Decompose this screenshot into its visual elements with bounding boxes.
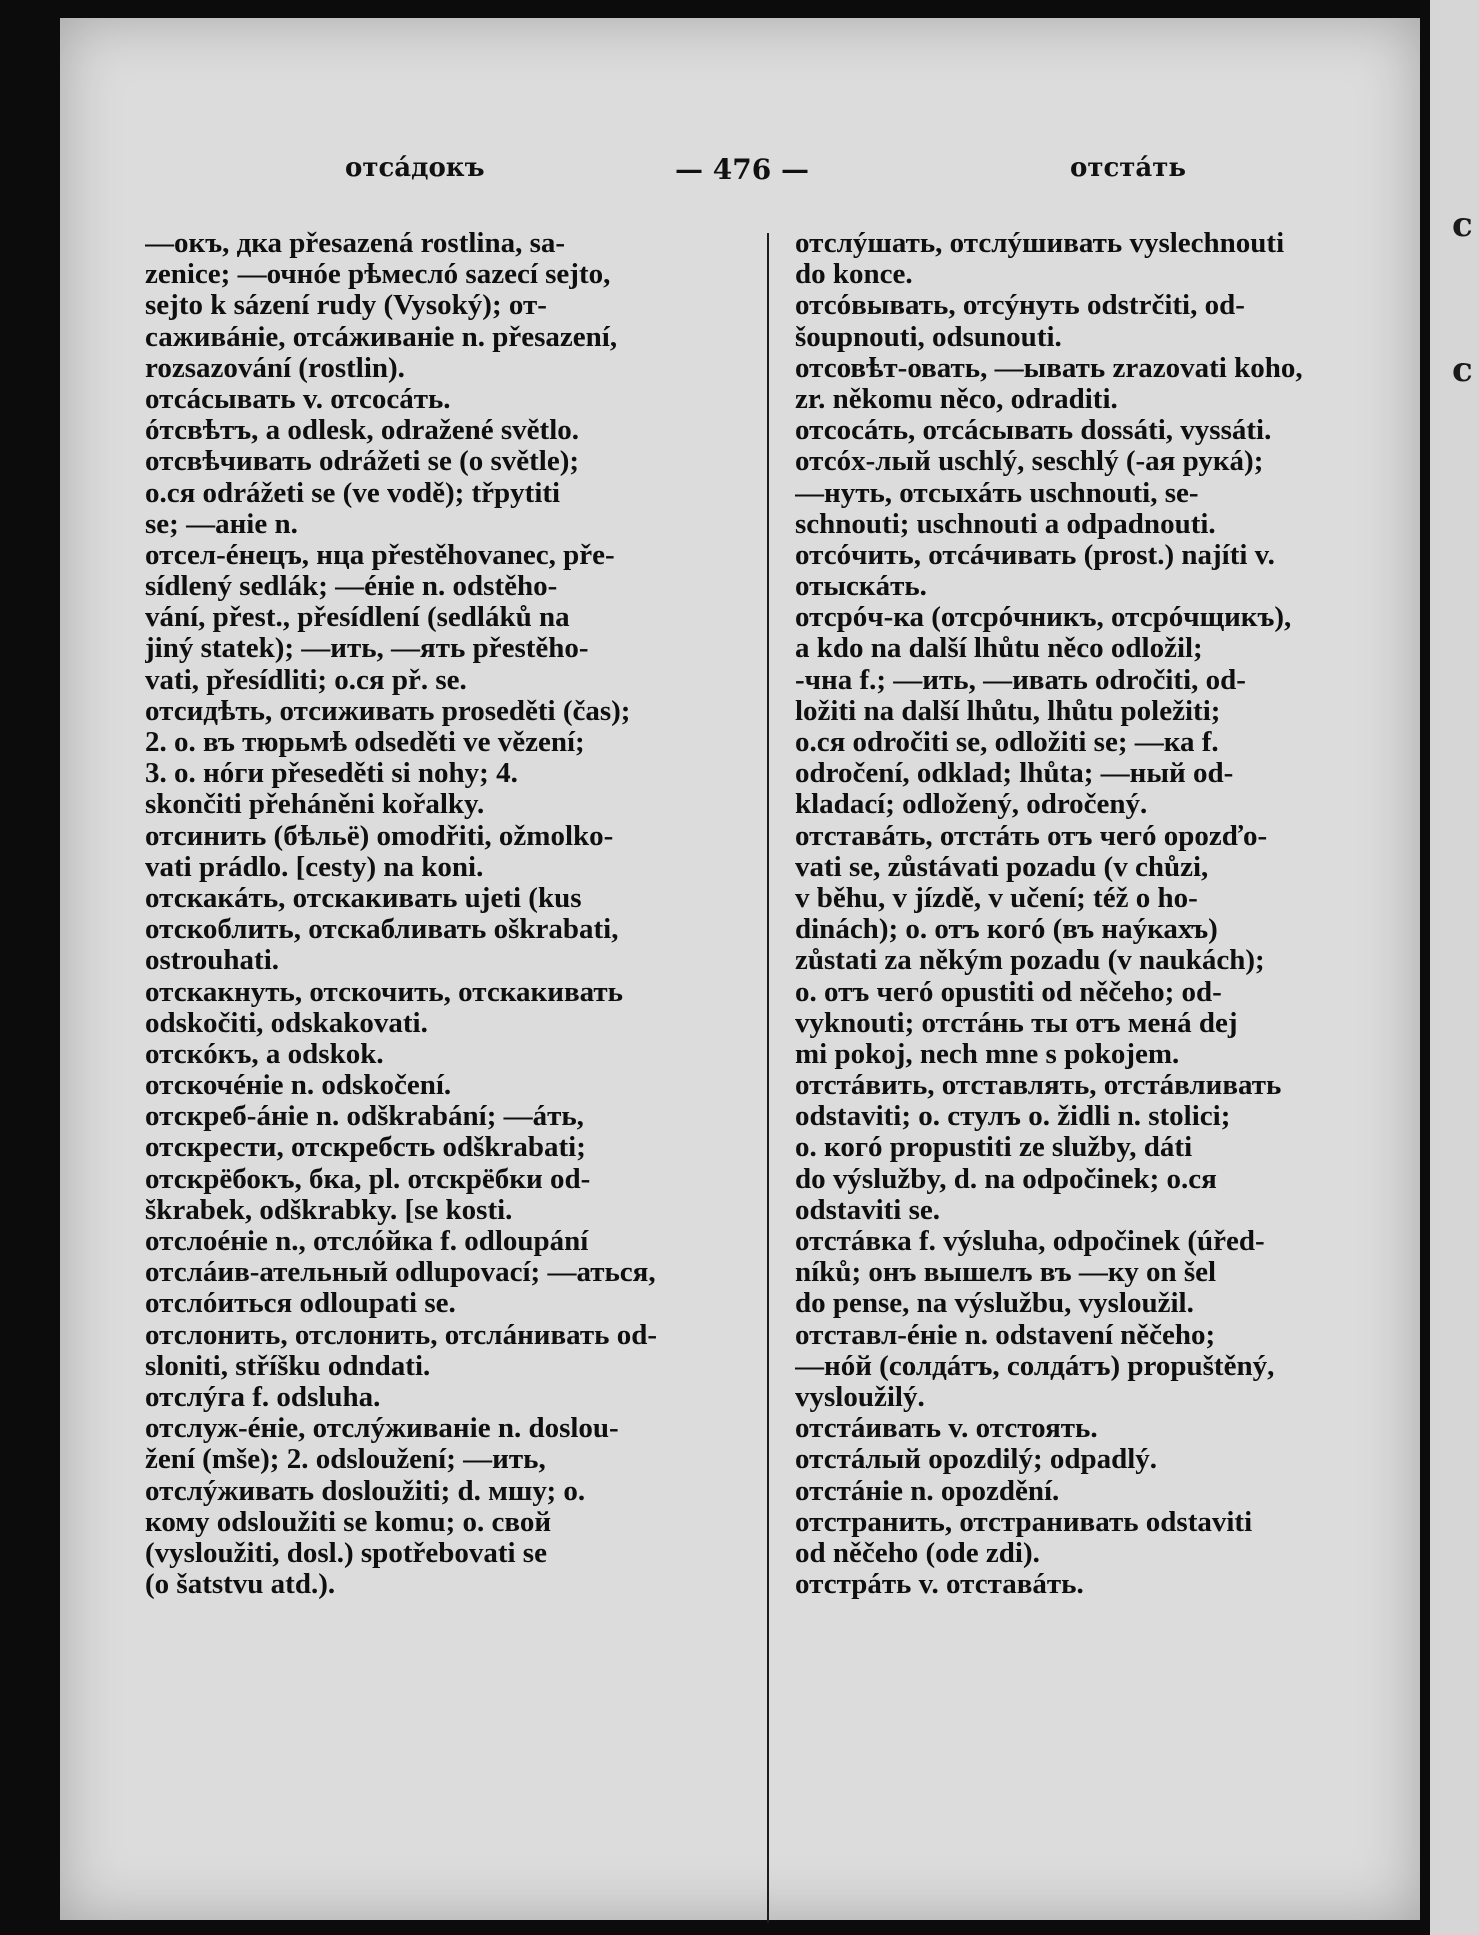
adjacent-page-fragment: c [1452,205,1473,245]
right-column-line: dinách); o. отъ когó (въ наýкахъ) [795,914,1218,946]
left-column-line: óтсвѣтъ, a odlesk, odražené světlo. [145,415,580,447]
left-column-line: ostrouhati. [145,945,280,977]
right-column-line: vyknouti; отстáнь ты отъ менá dej [795,1007,1238,1039]
left-column-line: skončiti přeháněni kořalky. [145,789,485,821]
left-column-line: отскóкъ, a odskok. [145,1038,384,1070]
right-column-line: o. отъ чегó opustiti od něčeho; od- [795,976,1222,1008]
right-column-line: zr. někomu něco, odraditi. [795,383,1118,415]
right-column-line: vati se, zůstávati pozadu (v chůzi, [795,851,1209,883]
right-column-line: schnouti; uschnouti a odpadnouti. [795,508,1216,540]
left-column [145,228,750,1600]
right-column [795,228,1405,1600]
left-column-line: o.ся odrážeti se (ve vodě); třpytiti [145,477,561,509]
left-column-line: 2. o. въ тюрьмѣ odseděti ve vězení; [145,727,585,758]
left-running-headword: отсáдокъ [345,153,485,183]
right-column-line: do výslužby, d. na odpočinek; o.ся [795,1163,1217,1195]
right-column-line: отсовѣт-овать, —ывать zrazovati koho, [795,352,1303,384]
left-column-line: vati, přesídliti; o.ся př. se. [145,664,467,696]
left-column-line: odskočiti, odskakovati. [145,1007,428,1039]
right-column-line: отстáвить, отставлять, отстáвливать [795,1070,1282,1102]
left-column-line: отслоéніе n., отслóйка f. odloupání [145,1226,589,1257]
left-column-line: отслýживать dosloužiti; d. мшу; o. [145,1475,586,1507]
dictionary-page [60,18,1420,1920]
left-column-line: отскреб-áніе n. odškrabání; —áть, [145,1101,584,1133]
left-column-line: zenice; —очнóе рѣмеслó sazecí sejto, [145,259,611,291]
right-column-line: отсосáть, отсáсывать dossáti, vyssáti. [795,415,1272,447]
right-column-line: отсóх-лый uschlý, seschlý (-ая рукá); [795,446,1264,478]
right-column-line: od něčeho (ode zdi). [795,1537,1040,1569]
right-column-line: ložiti na další lhůtu, lhůtu poležiti; [795,695,1221,727]
right-column-line: v běhu, v jízdě, v učení; též o ho- [795,882,1198,914]
left-column-line: (vysloužiti, dosl.) spotřebovati se [145,1537,547,1569]
right-column-line: —нóй (солдáтъ, солдáтъ) propuštěný, [795,1350,1275,1382]
right-column-line: kladací; odložený, odročený. [795,789,1148,821]
left-column-line: sloniti, stříšku odndati. [145,1350,431,1382]
right-column-line: отстрáть v. отставáть. [795,1569,1084,1601]
right-column-line: o.ся odročiti se, odložiti se; —ка f. [795,727,1219,758]
adjacent-page-fragment: c [1452,350,1473,390]
left-column-line: отслуж-éніе, отслýживаніе n. doslou- [145,1413,619,1445]
right-column-line: a kdo na další lhůtu něco odložil; [795,633,1203,665]
right-column-line: отсрóч-ка (отсрóчникъ, отсрóчщикъ), [795,602,1292,634]
right-column-line: отслýшать, отслýшивать vyslechnouti [795,228,1285,259]
column-divider [767,233,769,1923]
right-column-line: отставл-éніе n. odstavení něčeho; [795,1319,1216,1351]
page-number: — 476 — [675,153,809,186]
right-column-line: níků; онъ вышелъ въ —ку on šel [795,1257,1217,1289]
left-column-line: саживáніе, отсáживаніе n. přesazení, [145,321,618,353]
right-column-line: —нуть, отсыхáть uschnouti, se- [795,477,1199,509]
right-column-line: do konce. [795,259,913,291]
right-column-line: отсóвывать, отсýнуть odstrčiti, od- [795,290,1245,322]
left-column-line: —окъ, дка přesazená rostlina, sa- [145,228,566,259]
left-column-line: jiný statek); —ить, —ять přestěho- [145,633,589,665]
right-column-line: отстáлый opozdilý; odpadlý. [795,1444,1158,1476]
left-column-line: (o šatstvu atd.). [145,1569,336,1601]
right-column-line: отставáть, отстáть отъ чегó opozďo- [795,820,1268,852]
right-column-line: -чна f.; —ить, —ивать odročiti, od- [795,664,1246,696]
right-column-line: mi pokoj, nech mne s pokojem. [795,1038,1180,1070]
left-column-line: отсинить (бѣльё) omodřiti, ožmolko- [145,820,614,852]
left-column-line: отскакнуть, отскочить, отскакивать [145,976,623,1008]
left-column-line: vání, přest., přesídlení (sedláků na [145,602,570,634]
left-column-line: se; —аніе n. [145,508,298,540]
left-column-line: vati prádlo. [cesty) na koni. [145,851,484,883]
left-column-line: 3. o. нóги přeseděti si nohy; 4. [145,758,518,790]
page-header [60,153,1420,203]
right-column-line: отстáвка f. výsluha, odpočinek (úřed- [795,1226,1265,1257]
right-column-line: отстáивать v. отстоять. [795,1413,1098,1445]
adjacent-page-edge [1430,0,1479,1935]
right-column-line: vysloužilý. [795,1381,925,1413]
left-column-line: sídlený sedlák; —éніе n. odstěho- [145,571,558,603]
left-column-line: отсвѣчивать odrážeti se (o světle); [145,446,580,478]
left-column-line: rozsazování (rostlin). [145,352,405,384]
left-column-line: žení (mše); 2. odsloužení; —ить, [145,1444,546,1476]
right-column-line: отыскáть. [795,571,927,603]
left-column-line: отскрёбокъ, бка, pl. отскрёбки od- [145,1163,591,1195]
left-column-line: кому odsloužiti se komu; o. свой [145,1506,552,1538]
left-column-line: отскакáть, отскакивать ujeti (kus [145,882,582,914]
left-column-line: отслонить, отслонить, отслáнивать od- [145,1319,658,1351]
left-column-line: отскочéніе n. odskočení. [145,1070,452,1102]
left-column-line: sejto k sázení rudy (Vysoký); от- [145,290,547,322]
left-column-line: škrabek, odškrabky. [se kosti. [145,1194,513,1226]
right-column-line: odročení, odklad; lhůta; —ный od- [795,758,1234,790]
left-column-line: отслóиться odloupati se. [145,1288,456,1320]
left-column-line: отскоблить, отскабливать oškrabati, [145,914,619,946]
right-column-line: отстáніе n. opozdění. [795,1475,1060,1507]
right-column-line: odstaviti se. [795,1194,940,1226]
left-column-line: отсел-éнецъ, нца přestěhovanec, pře- [145,539,615,571]
right-column-line: do pense, na výslužbu, vysloužil. [795,1288,1194,1320]
left-column-line: отсáсывать v. отсосáть. [145,383,451,415]
right-column-line: o. когó propustiti ze služby, dáti [795,1132,1193,1164]
right-column-line: отстранить, отстранивать odstaviti [795,1506,1253,1538]
right-column-line: отсóчить, отсáчивать (prost.) najíti v. [795,539,1275,571]
left-column-line: отскрести, отскребсть odškrabati; [145,1132,586,1164]
right-column-line: zůstati za někým pozadu (v naukách); [795,945,1265,977]
left-column-line: отслýга f. odsluha. [145,1381,381,1413]
right-column-line: šoupnouti, odsunouti. [795,321,1062,353]
left-column-line: отслáив-ательный odlupovací; —аться, [145,1257,656,1289]
right-running-headword: отстáть [1070,153,1186,183]
right-column-line: odstaviti; o. стулъ o. židli n. stolici; [795,1101,1231,1133]
left-column-line: отсидѣть, отсиживать proseděti (čas); [145,695,631,727]
